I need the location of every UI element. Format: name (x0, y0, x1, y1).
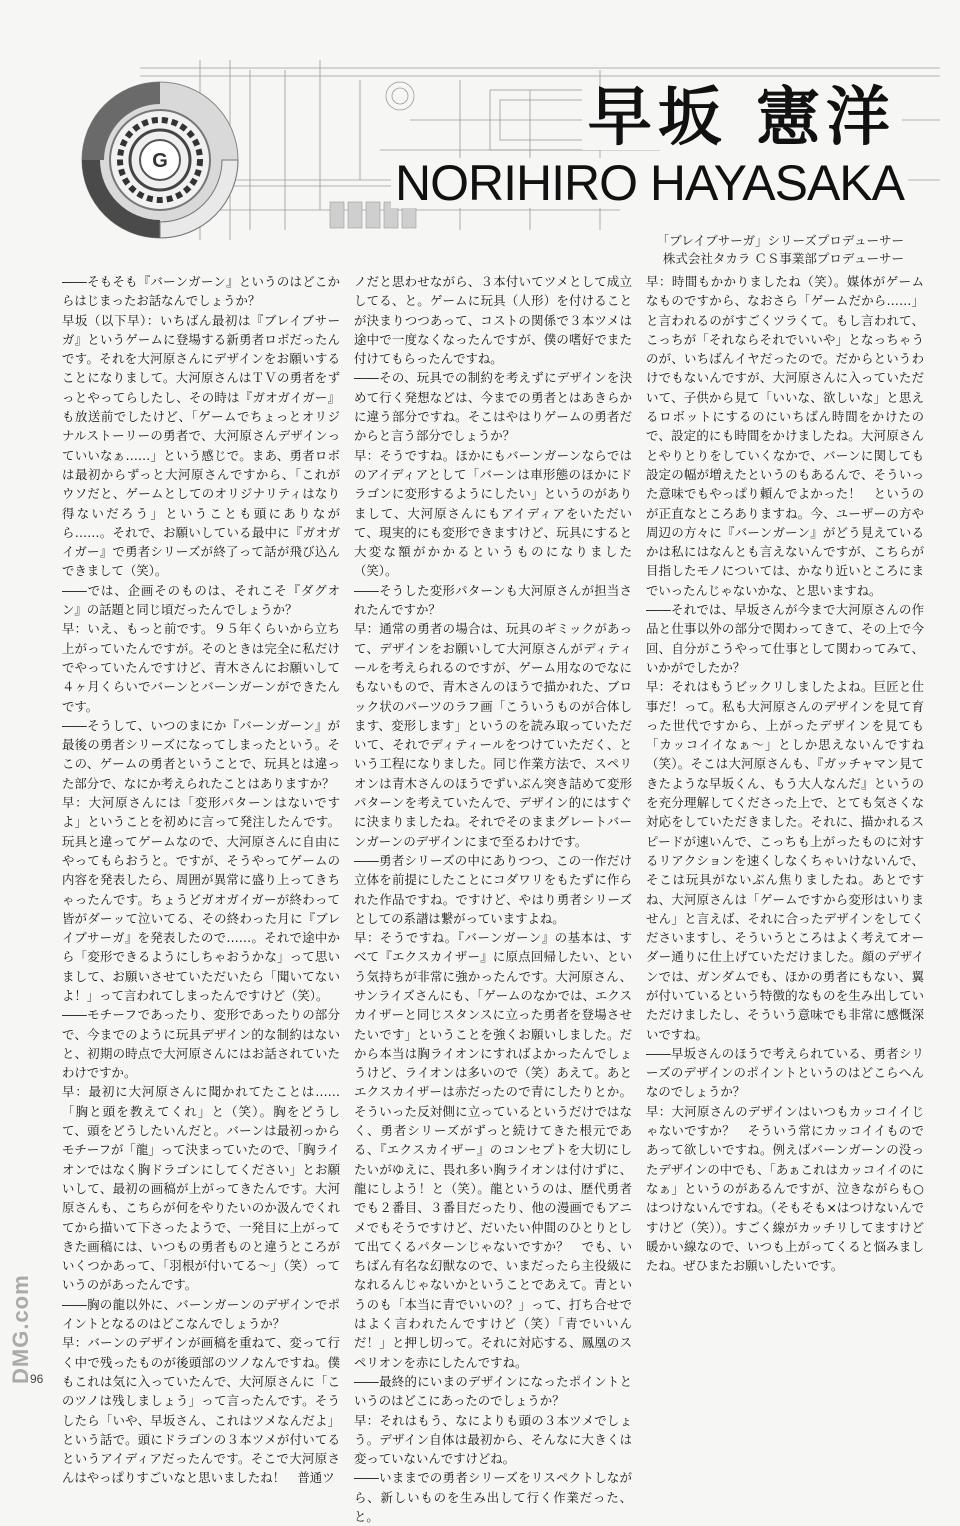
paragraph: ――それでは、早坂さんが今まで大河原さんの作品と仕事以外の部分で関わってきて、その上で今回、自分がこうやって仕事として関わってみて、いかがでしたか？ (646, 602, 924, 675)
role-line-1: 「ブレイブサーガ」シリーズプロデューサー (656, 233, 904, 248)
paragraph: 早：大河原さんには「変形パターンはないですよ」ということを初めに言って発注したんです。玩具と違ってゲームなので、大河原さんに自由にやってもらおうと。ですが、そうやってゲームの内容を発表したら、周囲が異常に盛り上ってきちゃったんです。ちょうどガオガイガーが終わって皆がダーッて泣いてる、その終わった月に『ブレイブサーガ』を発表したので……。それで途中から「変形できるようにしちゃおうかな」って思いまして、お願いさせていただいたら「聞いてないよ！」って言われてしまったんですけど（笑）。 (62, 795, 340, 1003)
name-english: NORIHIRO HAYASAKA (391, 158, 908, 208)
text-column-3 (646, 272, 924, 1362)
paragraph: 早：大河原さんのデザインはいつもカッコイイじゃないですか？ そういう常にカッコイイものであって欲しいですね。例えばバーンガーンの没ったデザインの中でも、「あぁこれはカッコイイのになぁ」というのがあるんですが、泣きながらも○はつけないんですね。（そもそも×はつけないんですけど（笑））。すごく線がカッチリしてますけど暖かい線なので、いつも上がってくると悩みましたね。ぜひまたお願いしたいです。 (646, 1103, 924, 1274)
page-number: 96 (30, 1372, 44, 1386)
site-watermark: DMG.com (8, 1274, 33, 1384)
paragraph: ――その、玩具での制約を考えずにデザインを決めて行く発想などは、今までの勇者とはあきらかに違う部分ですね。そこはやはりゲームの勇者だからと言う部分でしょうか？ (354, 370, 632, 444)
paragraph: 早：それはもうビックリしましたよね。巨匠と仕事だ！って。私も大河原さんのデザインを見て育った世代ですから、上がったデザインを見ても「カッコイイなぁ～」としか思えないんですね（笑）。そこは大河原さんも、『ガッチャマン見てきたような早坂くん、もう大人なんだ』というのを充分理解してくださった上で、とても気さくな対応をしていただきました。それに、描かれるスピードが速いんで、こっちも上がったものに対するリアクションを速くしなくちゃいけないんで、そこは玩具がないぶん焦りましたね。あとですね、大河原さんは「ゲームですから変形はいりません」と言えば、それに合ったデザインをしてくださいますし、そういうところはよく考えてオーダー通りに仕上げていただけました。顔のデザインでは、ガンダムでも、ほかの勇者にもない、翼が付いているという特徴的なものを生み出していただけましたし、そういう意味でも非常に感慨深いですね。 (646, 679, 924, 1042)
paragraph: ノだと思わせながら、３本付いてツメとして成立してる、と。ゲームに玩具（人形）を付けることが決まりつつあって、コストの関係で３本ツメは途中で一度なくなったんですが、僕の嗜好でまた付けてもらったんですね。 (354, 274, 632, 367)
paragraph: ――では、企画そのものは、それこそ『ダグオン』の話題と同じ頃だったんでしょうか？ (62, 582, 340, 618)
paragraph: 早：そうですね。『バーンガーン』の基本は、すべて『エクスカイザー』に原点回帰したい、という気持ちが非常に強かったんです。大河原さん、サンライズさんにも、「ゲームのなかでは、エクスカイザーと同じスタンスに立った勇者を登場させたいです」ということを強くお願いしました。だから本当は胸ライオンにすればよかったんでしょうけど、ライオンは多いので（笑）あえて。あとエクスカイザーは赤だったので青にしたりとか。そういった反対側に立っているというだけではなく、勇者シリーズがずっと続けてきた根元である、『エクスカイザー』のコンセプトを大切にしたいがゆえに、畏れ多い胸ライオンは付けずに、龍にしよう！と（笑）。龍というのは、歴代勇者でも２番目、３番目だったり、他の漫画でもアニメでもそうですけど、だいたい仲間のひとりとして出てくるパターンじゃないですか？ でも、いちばん有名な幻獣なので、いまだったら主役級になれるんじゃないかということであえて。青というのも「本当に青でいいの？」って、打ち合せではよく言われたんですけど（笑）「青でいいんだ！」と押し切って。それに対応する、鳳凰のスペリオンを赤にしたんですね。 (354, 930, 632, 1370)
paragraph: ――勇者シリーズの中にありつつ、この一作だけ立体を前提にしたことにコダワリをもたずに作られた作品ですね。ですけど、やはり勇者シリーズとしての系譜は繋がっていますよね。 (354, 852, 632, 926)
paragraph: ――そもそも『バーンガーン』というのはどこからはじまったお話なんでしょうか？ (62, 274, 340, 309)
paragraph: ――いままでの勇者シリーズをリスペクトしながら、新しいものを生み出して行く作業だった、と。 (354, 1470, 632, 1524)
paragraph: ――早坂さんのほうで考えられている、勇者シリーズのデザインのポイントというのはどこらへんなのでしょうか？ (646, 1045, 924, 1100)
name-japanese: 早坂 憲洋 (582, 86, 902, 150)
text-column-1 (62, 272, 340, 1486)
paragraph: ――そうして、いつのまにか『バーンガーン』が最後の勇者シリーズになってしまったという。そこの、ゲームの勇者ということで、玩具とは違った部分で、なにか考えられたことはありますか？ (62, 717, 340, 791)
paragraph: 早：バーンのデザインが画稿を重ねて、変って行く中で残ったものが後頭部のツノなんですね。僕もこれは気に入っていたんで、大河原さんに「このツノは残しましょう」って言ったんです。そうしたら「いや、早坂さん、これはツメなんだよ」という話で。頭にドラゴンの３本ツメが付いてるというアイディアだったんです。そこで大河原さんはやっぱりすごいなと思いましたね！ 普通ツ (62, 1335, 340, 1486)
paragraph: 早坂（以下早）：いちばん最初は『ブレイブサーガ』というゲームに登場する新勇者ロボだったんです。それを大河原さんにデザインをお願いすることになりまして。大河原さんはＴＶの勇者をずっとやってらしたし、その時は『ガオガイガー』も放送前でしたけど、「ゲームでちょっとオリジナルストーリーの勇者で、大河原さんデザインっていいなぁ……」という感じで。まあ、勇者ロボは最初からずっと大河原さんですから、「これがウソだと、ゲームとしてのオリジナリティはなり得ないだろう」ということも頭にありながら……。それで、お願いしている最中に『ガオガイガー』で勇者シリーズが終了って話が飛び込んできまして（笑）。 (62, 312, 340, 579)
role-line-2: 株式会社タカラ ＣＳ事業部プロデューサー (662, 251, 904, 266)
logo-letter: G (152, 150, 168, 172)
role-block (657, 232, 904, 268)
text-column-2 (354, 272, 632, 1524)
paragraph: 早：それはもう、なによりも頭の３本ツメでしょう。デザイン自体は最初から、そんなに大きくは変っていないんですけどね。 (354, 1412, 632, 1467)
paragraph: 早：そうですね。ほかにもバーンガーンならではのアイディアとして「バーンは車形態のほかにドラゴンに変形するようにしたい」というのがありまして、大河原さんにもアイディアをいただいて、現実的にも変形できますけど、玩具にすると大変な額がかかるというものになりました（笑）。 (354, 447, 632, 579)
paragraph: ――モチーフであったり、変形であったりの部分で、今までのように玩具デザイン的な制約はないと、初期の時点で大河原さんにはお話されていたわけですか。 (62, 1007, 340, 1081)
paragraph: 早：通常の勇者の場合は、玩具のギミックがあって、デザインをお願いして大河原さんがディティールを考えられるのですが、ゲーム用なのでなにもないもので、青木さんのほうで描かれた、ブロック状のパーツのラフ画「こういうものが合体します、変形します」というのを読み取っていただいて、それでディティールをつけていただく、という工程になりました。同じ作業方法で、スペリオンは青木さんのほうでずいぶん突き詰めて変形パターンを考えていたんで、デザイン的にはすぐに決まりましたね。それでそのままグレートバーンガーンのデザインにまで至るわけです。 (354, 621, 632, 849)
paragraph: 早：いえ、もっと前です。９５年くらいから立ち上がっていたんですが。そのときは完全に私だけでやっていたんですけど、青木さんにお願いして４ヶ月くらいでバーンとバーンガーンができたんです。 (62, 621, 340, 714)
paragraph: ――最終的にいまのデザインになったポイントというのはどこにあったのでしょうか？ (354, 1373, 632, 1409)
paragraph: 早：最初に大河原さんに聞かれてたことは……「胸と頭を教えてくれ」と（笑）。胸をどうして、頭をどうしたいんだと。バーンは最初っからモチーフが「龍」って決まっていたので、「胸ライオンではなく胸ドラゴンにしてください」とお願いして、最初の画稿が上がってきたんです。大河原さんも、こちらが何をやりたいのか汲んでくれてから描いて下さったようで、一発目に上がってきた画稿には、いつもの勇者ものと違うところがいくつかあって、「羽根が付いてる～」（笑）っていうのがあったんです。 (62, 1084, 340, 1293)
paragraph: ――そうした変形パターンも大河原さんが担当されたんですか？ (354, 582, 632, 618)
paragraph: 早：時間もかかりましたね（笑）。媒体がゲームなものですから、なおさら「ゲームだから……」と言われるのがすごくツラくて。もし言われて、こっちが「それならそれでいいや」となっちゃうのが、いちばんイヤだったので。だからというわけでもないんですが、大河原さんに入っていただいて、子供から見て「いいな、欲しいな」と思えるロボットにするのにいちばん時間をかけたので、設定的にも時間をかけましたね。大河原さんとやりとりをしていくなかで、バーンに関しても設定の幅が増えたというのもあるんで、そういった意味でもやっぱり頼んでよかった！ というのが正直なところありますね。今、ユーザーの方や周辺の方々に『バーンガーン』がどう見えているかは私にはなんとも言えないんですが、こちらが目指したモノについては、かなり近いところにまでいったんじゃないかな、と思いますね。 (646, 274, 924, 598)
paragraph: ――胸の龍以外に、バーンガーンのデザインでポイントとなるのはどこなんでしょうか？ (62, 1296, 340, 1332)
